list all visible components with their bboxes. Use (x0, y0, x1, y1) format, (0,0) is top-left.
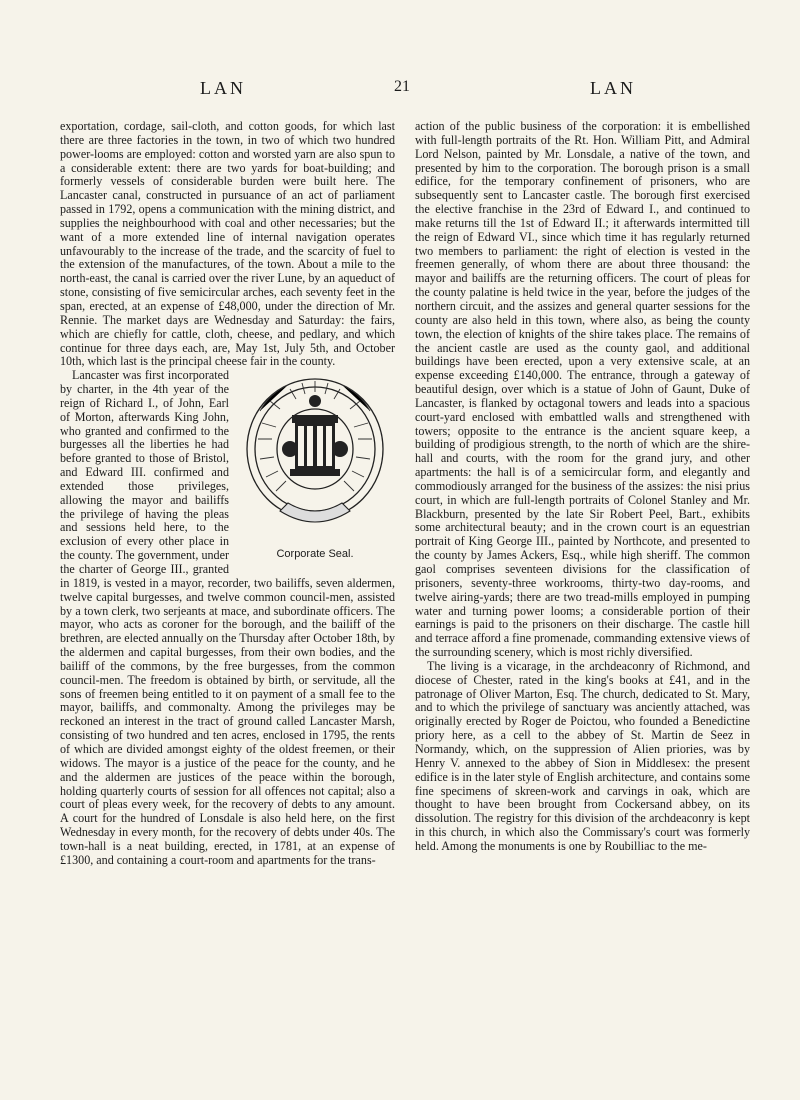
corporate-seal-figure (235, 371, 395, 567)
right-paragraph-1: action of the public business of the corporation: it is embellished with full-length portraits of the Rt. Hon. William Pitt, and Admiral Lord Nelson, painted by Mr. Lonsdale, a native of the town, and presented by him to the corporation. The borough prison is a small edifice, for the temporary confinement of prisoners, who are subsequently sent to Lancaster castle. The borough first exercised the elective franchise in the 23rd of Edward I., and continued to make returns till the 1st of Edward II.; it afterwards intermitted till the reign of Edward VI., since which time it has regularly returned two members to parliament: the right of election is vested in the freemen generally, of whom there are about three thousand: the mayor and bailiffs are the returning officers. The court of pleas for the county palatine is held twice in the year, before the judges of the northern circuit, and the assizes and general quarter sessions for the county are also held in this town, where also, as being the county town, the election of knights of the shire takes place. The remains of the ancient castle are used as the county gaol, and additional buildings have been erected, upon a very extensive scale, at an expense exceeding £140,000. The entrance, through a gateway of beautiful design, over which is a statue of John of Gaunt, Duke of Lancaster, is flanked by octagonal towers and leads into a spacious court-yard enclosed with embattled walls and strengthened with towers; opposite to the entrance is the ancient square keep, a building of prodigious strength, to the north of which are the shire-hall and courts, with the room for the grand jury, and other apartments: the hall is of a semicircular form, and elegantly and commodiously arranged for the business of the assizes: the nisi prius court, in which are full-length portraits of Colonel Stanley and Mr. Blackburn, presented by the late Sir Robert Peel, Bart., exhibits some architectural beauty; and in the crown court is an equestrian portrait of King George III., painted by Northcote, and presented to the county by James Ackers, Esq., while high sheriff. The common gaol comprises seventeen divisions for the classification of prisoners, seventy-three workrooms, thirty-two day-rooms, and twelve airing-yards; there are two tread-mills employed in pumping water and turning power looms; a considerable portion of their earnings is paid to the prisoners on their discharge. The castle hill and terrace afford a fine promenade, commanding extensive views of the surrounding scenery, which is most richly diversified. (415, 120, 750, 660)
left-paragraph-2: Lancaster was first incorporated by charter, in the 4th year of the reign of Richard I., of John, Earl of Morton, afterwards King John, who granted and confirmed to the burgesses all the liberties he had before granted to those of Bristol, and Edward III. confirmed and extended those privileges, allowing the mayor and bailiffs the privilege of having the pleas and sessions held here, to the exclusion of every other place in the county. The government, under the charter of George III., granted in 1819, is vested in a mayor, recorder, two bailiffs, seven aldermen, twelve capital burgesses, and twelve common council-men, assisted by a town clerk, two serjeants at mace, and subordinate officers. The mayor, who acts as coroner for the borough, and the bailiff of the brethren, are elected annually on the Thursday after October 18th, by the aldermen and capital burgesses, from their own bodies, and the bailiff of the commons, by the free burgesses, from the common council-men. The freedom is obtained by birth, or servitude, all the sons of freemen being entitled to it on payment of a small fee to the mayor, bailiffs, and commonalty. Among the privileges may be reckoned an interest in the tract of ground called Lancaster Marsh, consisting of two hundred and ten acres, enclosed in 1795, the rents of which are divided amongst eighty of the oldest freemen, or their widows. The mayor is a justice of the peace for the county, and he and the aldermen are justices of the peace within the borough, holding quarterly courts of session for all offences not capital; also a court of pleas every week, for the recovery of debts to any amount. A court for the hundred of Lonsdale is also held here, on the first Wednesday in every month, for the recovery of debts under 40s. The town-hall is a neat building, erected, in 1781, at an expense of £1300, and containing a court-room and apartments for the trans- (60, 368, 395, 867)
header-left-word: LAN (200, 78, 246, 98)
running-header (60, 78, 750, 100)
left-paragraph-1: exportation, cordage, sail-cloth, and cotton goods, for which last there are three factories in the town, in two of which two hundred power-looms are employed: cotton and worsted yarn are also spun to a considerable extent: there are two yards for boat-building; and formerly vessels of considerable burden were built here. The Lancaster canal, constructed in pursuance of an act of parliament passed in 1792, opens a communication with the mining district, and supplies the neighbourhood with coal and other necessaries; but the want of a more extended line of internal navigation operates unfavourably to the increase of the trade, and the scarcity of fuel to the extension of the manufactures, of the town. About a mile to the north-east, the canal is carried over the river Lune, by an aqueduct of stone, consisting of five semicircular arches, each seventy feet in the span, erected, at an expense of £48,000, under the direction of Mr. Rennie. The market days are Wednesday and Saturday: the fairs, which are chiefly for cattle, cloth, cheese, and pedlary, and which continue for three days each, are, May 1st, July 5th, and October 10th, which last is the principal cheese fair in the county. (60, 120, 395, 369)
seal-caption: Corporate Seal. (276, 548, 354, 561)
corporate-seal-image (240, 371, 390, 546)
left-column (60, 120, 395, 1075)
right-column (415, 120, 750, 1075)
page-number: 21 (394, 78, 410, 95)
header-right-word: LAN (590, 78, 636, 98)
right-paragraph-2: The living is a vicarage, in the archdeaconry of Richmond, and diocese of Chester, rated in the king's books at £41, and in the patronage of Oliver Marton, Esq. The church, dedicated to St. Mary, and to which the privilege of sanctuary was anciently attached, was originally erected by Roger de Poictou, who founded a Benedictine priory here, as a cell to the abbey of St. Martin de Seez in Normandy, which, on the suppression of Alien priories, was by Henry V. annexed to the abbey of Sion in Middlesex: the present edifice is in the later style of English architecture, and contains some fine specimens of skreen-work and carvings in oak, which are thought to have been brought from Cockersand abbey, on its dissolution. The registry for this division of the archdeaconry is kept in this church, in which also the Commissary's court was formerly held. Among the monuments is one by Roubilliac to the me- (415, 658, 750, 853)
